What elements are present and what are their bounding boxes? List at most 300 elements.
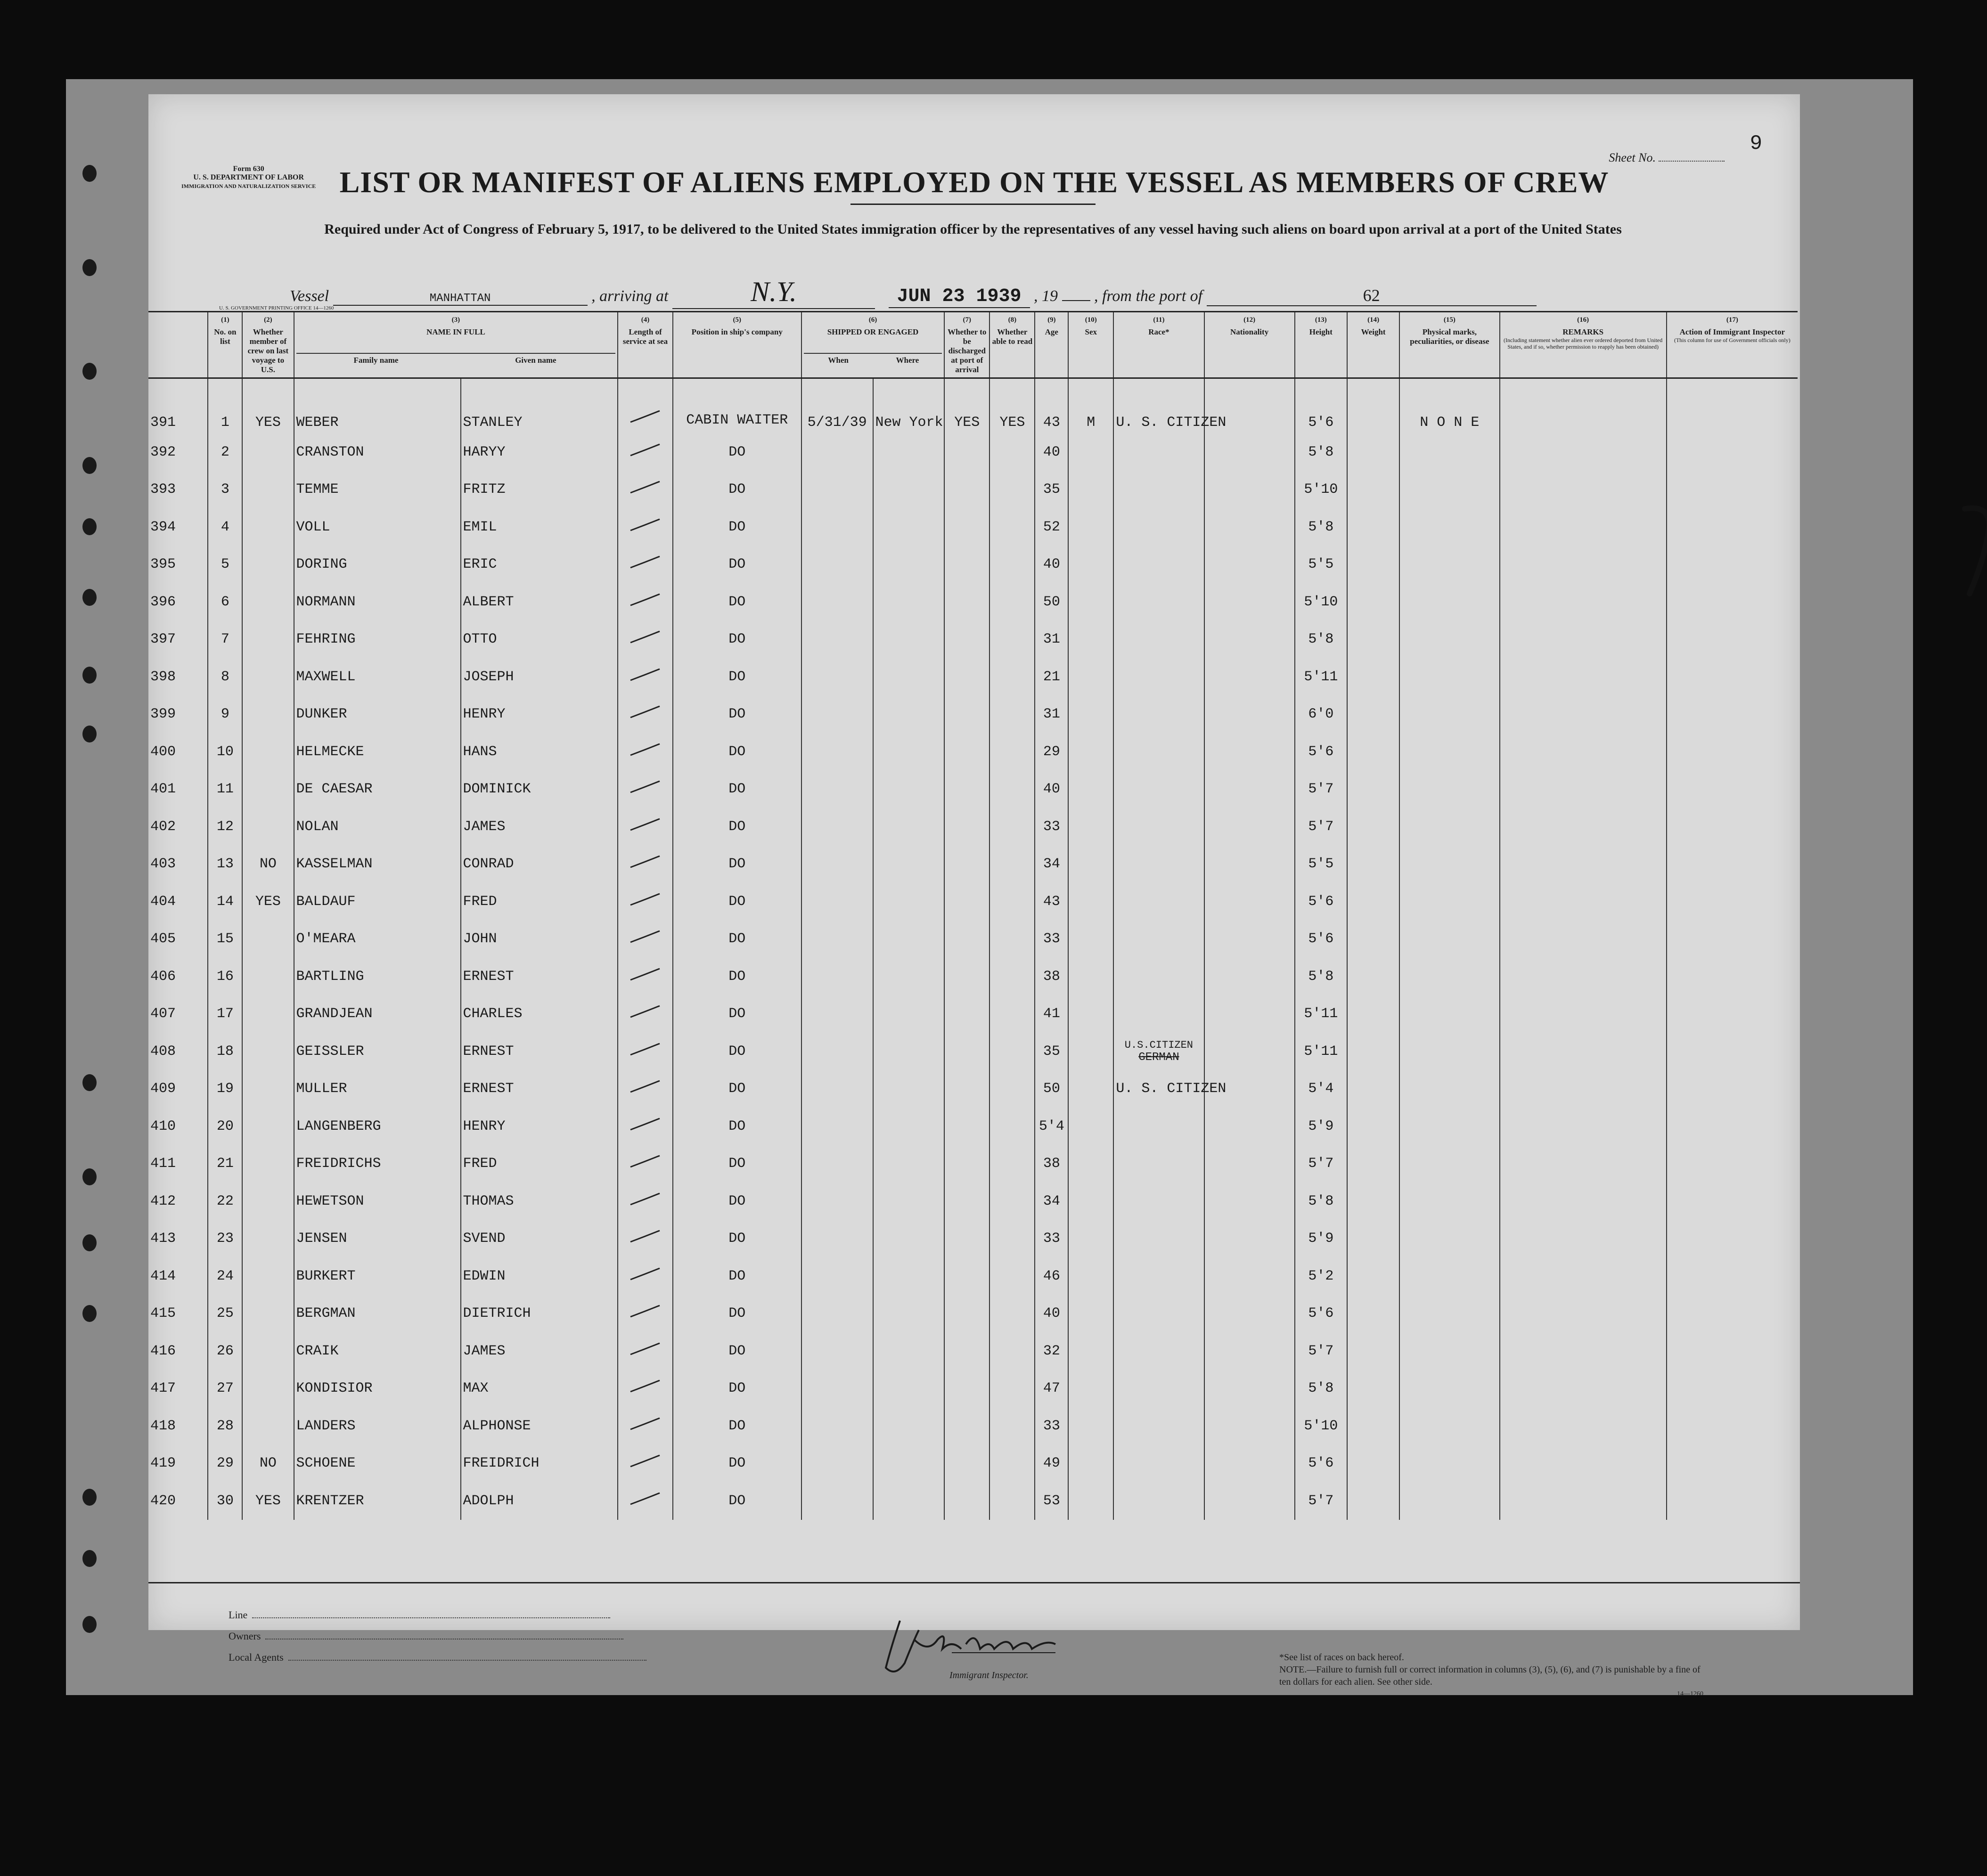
seq-number-cell: 395	[150, 556, 176, 573]
column-header-row	[148, 312, 1798, 378]
weight-cell	[1347, 733, 1399, 771]
family-name-cell: KRENTZER	[294, 1482, 461, 1520]
discharge-cell	[944, 1295, 989, 1333]
physical-marks-cell	[1399, 1482, 1499, 1520]
shipped-where-cell	[873, 1033, 945, 1070]
table-row	[148, 696, 1798, 734]
given-name-cell: HARYY	[461, 433, 618, 471]
height-cell: 5'8	[1295, 1370, 1347, 1408]
discharge-cell	[944, 733, 989, 771]
shipped-when-cell	[801, 1445, 873, 1483]
prior-voyage-cell	[242, 658, 294, 696]
sex-cell	[1068, 958, 1113, 995]
given-name-cell: JAMES	[461, 808, 618, 846]
weight-cell	[1347, 583, 1399, 621]
footer-owners-row	[229, 1630, 623, 1642]
remarks-cell	[1500, 546, 1667, 584]
given-name-cell: DOMINICK	[461, 771, 618, 808]
race-cell	[1113, 846, 1204, 883]
service-length-cell	[618, 958, 672, 995]
shipped-when-cell	[801, 1220, 873, 1258]
able-to-read-cell	[989, 995, 1035, 1033]
race-cell	[1113, 658, 1204, 696]
given-name-cell: ERIC	[461, 546, 618, 584]
physical-marks-cell	[1399, 546, 1499, 584]
discharge-cell	[944, 771, 989, 808]
age-cell: 38	[1035, 958, 1068, 995]
family-name-cell: CRAIK	[294, 1332, 461, 1370]
col-header-11: (11) Race*	[1113, 312, 1204, 378]
shipped-when-cell	[801, 771, 873, 808]
discharge-cell	[944, 846, 989, 883]
height-cell: 5'6	[1295, 378, 1347, 434]
list-number-cell: 12	[208, 808, 242, 846]
age-cell: 43	[1035, 378, 1068, 434]
inspector-action-cell	[1667, 921, 1798, 958]
race-cell	[1113, 1108, 1204, 1145]
shipped-where-cell: New York	[873, 378, 945, 434]
weight-cell	[1347, 1070, 1399, 1108]
age-cell: 33	[1035, 921, 1068, 958]
col-header-14: (14) Weight	[1347, 312, 1399, 378]
service-length-cell	[618, 621, 672, 659]
age-cell: 50	[1035, 583, 1068, 621]
table-row	[148, 1145, 1798, 1183]
seq-number-cell: 407	[150, 1006, 176, 1022]
service-length-cell	[618, 1108, 672, 1145]
age-cell: 46	[1035, 1257, 1068, 1295]
inspector-action-cell	[1667, 1108, 1798, 1145]
race-cell: U. S. CITIZEN	[1113, 378, 1204, 434]
discharge-cell	[944, 1108, 989, 1145]
remarks-cell	[1500, 1482, 1667, 1520]
race-cell	[1113, 546, 1204, 584]
remarks-cell	[1500, 1370, 1667, 1408]
position-cell: DO	[673, 995, 801, 1033]
inspector-signature	[867, 1611, 1065, 1672]
race-cell	[1113, 733, 1204, 771]
seq-number-cell: 400	[150, 743, 176, 760]
list-number-cell: 3	[208, 471, 242, 509]
shipped-where-cell	[873, 958, 945, 995]
page-title: LIST OR MANIFEST OF ALIENS EMPLOYED ON THE VESSEL AS MEMBERS OF CREW	[339, 165, 1609, 199]
height-cell: 5'11	[1295, 995, 1347, 1033]
inspector-action-cell	[1667, 958, 1798, 995]
remarks-cell	[1500, 1445, 1667, 1483]
prior-voyage-cell	[242, 546, 294, 584]
physical-marks-cell	[1399, 1257, 1499, 1295]
sex-cell	[1068, 583, 1113, 621]
print-code: 14—1260	[1677, 1690, 1703, 1697]
remarks-cell	[1500, 1407, 1667, 1445]
race-cell	[1113, 1482, 1204, 1520]
weight-cell	[1347, 1332, 1399, 1370]
shipped-where-cell	[873, 808, 945, 846]
shipped-when-cell: 5/31/39	[801, 378, 873, 434]
position-cell: DO	[673, 1295, 801, 1333]
shipped-where-cell	[873, 846, 945, 883]
seq-number-cell: 405	[150, 931, 176, 947]
inspector-action-cell	[1667, 1257, 1798, 1295]
height-cell: 5'10	[1295, 1407, 1347, 1445]
shipped-when-cell	[801, 1145, 873, 1183]
nationality-cell	[1204, 1257, 1295, 1295]
age-cell: 41	[1035, 995, 1068, 1033]
binder-hole	[82, 589, 97, 606]
nationality-cell	[1204, 1295, 1295, 1333]
given-name-cell: ERNEST	[461, 1033, 618, 1070]
remarks-cell	[1500, 1332, 1667, 1370]
family-name-header: Family name	[353, 356, 399, 365]
race-cell	[1113, 883, 1204, 921]
service-length-cell	[618, 1183, 672, 1220]
voyage-line	[186, 276, 1741, 307]
table-row	[148, 1370, 1798, 1408]
from-label: , from the port of	[1094, 287, 1203, 305]
race-cell	[1113, 1370, 1204, 1408]
page-subtitle: Required under Act of Congress of February 5, 1917, to be delivered to the United States immigration officer by the representatives of any vessel having such aliens on board upon arrival at a port of the United States	[324, 221, 1622, 237]
weight-cell	[1347, 621, 1399, 659]
given-name-cell: THOMAS	[461, 1183, 618, 1220]
height-cell: 5'9	[1295, 1108, 1347, 1145]
inspector-action-cell	[1667, 433, 1798, 471]
race-cell	[1113, 921, 1204, 958]
position-cell: DO	[673, 658, 801, 696]
height-cell: 5'8	[1295, 621, 1347, 659]
table-row	[148, 546, 1798, 584]
discharge-cell	[944, 1370, 989, 1408]
age-cell: 29	[1035, 733, 1068, 771]
age-cell: 40	[1035, 433, 1068, 471]
sex-cell	[1068, 546, 1113, 584]
given-name-header: Given name	[515, 356, 556, 365]
shipped-when-cell	[801, 546, 873, 584]
family-name-cell: HEWETSON	[294, 1183, 461, 1220]
shipped-where-cell	[873, 1220, 945, 1258]
able-to-read-cell: YES	[989, 378, 1035, 434]
race-cell: U. S. CITIZEN	[1113, 1070, 1204, 1108]
title-rule	[850, 204, 1096, 205]
list-number-cell: 18	[208, 1033, 242, 1070]
prior-voyage-cell	[242, 921, 294, 958]
remarks-cell	[1500, 583, 1667, 621]
list-number-cell: 5	[208, 546, 242, 584]
remarks-cell	[1500, 471, 1667, 509]
given-name-cell: JOHN	[461, 921, 618, 958]
weight-cell	[1347, 471, 1399, 509]
given-name-cell: CONRAD	[461, 846, 618, 883]
position-cell: DO	[673, 696, 801, 734]
weight-cell	[1347, 1257, 1399, 1295]
service-length-cell	[618, 1332, 672, 1370]
list-number-cell: 24	[208, 1257, 242, 1295]
nationality-cell	[1204, 733, 1295, 771]
family-name-cell: DORING	[294, 546, 461, 584]
age-cell: 32	[1035, 1332, 1068, 1370]
footer-line-row	[229, 1609, 610, 1621]
shipped-where-cell	[873, 508, 945, 546]
shipped-where-cell	[873, 583, 945, 621]
sex-cell	[1068, 1370, 1113, 1408]
shipped-when-cell	[801, 1332, 873, 1370]
binder-hole	[82, 1305, 97, 1322]
position-cell: DO	[673, 471, 801, 509]
sex-cell	[1068, 733, 1113, 771]
sex-cell	[1068, 508, 1113, 546]
discharge-cell	[944, 958, 989, 995]
height-cell: 5'7	[1295, 1332, 1347, 1370]
list-number-cell: 28	[208, 1407, 242, 1445]
seq-number-cell: 396	[150, 594, 176, 610]
age-cell: 5'4	[1035, 1108, 1068, 1145]
table-row	[148, 1295, 1798, 1333]
shipped-where-cell	[873, 1145, 945, 1183]
position-cell: DO	[673, 1407, 801, 1445]
sex-cell	[1068, 471, 1113, 509]
inspector-action-cell	[1667, 883, 1798, 921]
seq-number-cell: 393	[150, 481, 176, 498]
where-header: Where	[896, 356, 919, 365]
position-cell: DO	[673, 546, 801, 584]
physical-marks-cell	[1399, 1295, 1499, 1333]
service-length-cell	[618, 771, 672, 808]
shipped-where-cell	[873, 1257, 945, 1295]
position-cell: DO	[673, 808, 801, 846]
given-name-cell: JOSEPH	[461, 658, 618, 696]
height-cell: 5'8	[1295, 433, 1347, 471]
shipped-where-cell	[873, 546, 945, 584]
discharge-cell	[944, 433, 989, 471]
discharge-cell	[944, 696, 989, 734]
list-number-cell: 27	[208, 1370, 242, 1408]
physical-marks-cell: N O N E	[1399, 378, 1499, 434]
discharge-cell	[944, 1445, 989, 1483]
weight-cell	[1347, 1370, 1399, 1408]
col-header-6: (6) SHIPPED OR ENGAGED When Where	[801, 312, 944, 378]
table-row	[148, 378, 1798, 434]
position-cell: DO	[673, 1070, 801, 1108]
table-row	[148, 733, 1798, 771]
physical-marks-cell	[1399, 1332, 1499, 1370]
service-length-cell	[618, 1070, 672, 1108]
position-cell: DO	[673, 1183, 801, 1220]
nationality-cell	[1204, 1370, 1295, 1408]
binder-hole	[82, 1550, 97, 1567]
able-to-read-cell	[989, 1332, 1035, 1370]
discharge-cell	[944, 1482, 989, 1520]
race-cell	[1113, 621, 1204, 659]
position-cell: DO	[673, 771, 801, 808]
shipped-when-cell	[801, 921, 873, 958]
service-length-cell	[618, 1482, 672, 1520]
list-number-cell: 1	[208, 378, 242, 434]
shipped-when-cell	[801, 1108, 873, 1145]
position-cell: DO	[673, 958, 801, 995]
footer-rule	[148, 1582, 1800, 1583]
col-header-7: (7) Whether to be discharged at port of arrival	[944, 312, 989, 378]
list-number-cell: 10	[208, 733, 242, 771]
binder-hole	[82, 667, 97, 684]
given-name-cell: FRITZ	[461, 471, 618, 509]
family-name-cell: DE CAESAR	[294, 771, 461, 808]
binder-hole	[82, 518, 97, 535]
sex-cell	[1068, 1295, 1113, 1333]
height-cell: 5'2	[1295, 1257, 1347, 1295]
remarks-cell	[1500, 1108, 1667, 1145]
weight-cell	[1347, 508, 1399, 546]
sheet-number: 9	[1750, 132, 1762, 155]
physical-marks-cell	[1399, 1370, 1499, 1408]
weight-cell	[1347, 921, 1399, 958]
given-name-cell: ALPHONSE	[461, 1407, 618, 1445]
shipped-where-cell	[873, 1295, 945, 1333]
vessel-label: Vessel	[290, 287, 329, 305]
list-number-cell: 14	[208, 883, 242, 921]
inspector-action-cell	[1667, 696, 1798, 734]
binder-hole	[82, 363, 97, 380]
given-name-cell: STANLEY	[461, 378, 618, 434]
shipped-where-cell	[873, 1407, 945, 1445]
race-cell	[1113, 995, 1204, 1033]
remarks-cell	[1500, 883, 1667, 921]
family-name-cell: MAXWELL	[294, 658, 461, 696]
position-cell: DO	[673, 1445, 801, 1483]
col-header-4: (4) Length of service at sea	[618, 312, 672, 378]
able-to-read-cell	[989, 546, 1035, 584]
age-cell: 49	[1035, 1445, 1068, 1483]
seq-number-cell: 417	[150, 1380, 176, 1397]
remarks-cell	[1500, 1257, 1667, 1295]
service-length-cell	[618, 846, 672, 883]
print-office: U. S. GOVERNMENT PRINTING OFFICE 14—1260	[219, 305, 334, 311]
able-to-read-cell	[989, 846, 1035, 883]
position-cell: DO	[673, 846, 801, 883]
sheet-label: Sheet No.	[1609, 151, 1656, 164]
prior-voyage-cell	[242, 733, 294, 771]
sex-cell	[1068, 995, 1113, 1033]
prior-voyage-cell	[242, 1108, 294, 1145]
inspector-action-cell	[1667, 771, 1798, 808]
table-row	[148, 1257, 1798, 1295]
nationality-cell	[1204, 1033, 1295, 1070]
from-port: 62	[1207, 285, 1537, 306]
age-cell: 34	[1035, 1183, 1068, 1220]
shipped-where-cell	[873, 771, 945, 808]
margin-bracket-mark	[1955, 504, 1987, 601]
age-cell: 53	[1035, 1482, 1068, 1520]
seq-number-cell: 411	[150, 1156, 176, 1172]
able-to-read-cell	[989, 1108, 1035, 1145]
remarks-cell	[1500, 921, 1667, 958]
service-length-cell	[618, 1033, 672, 1070]
nationality-cell	[1204, 958, 1295, 995]
service-length-cell	[618, 1370, 672, 1408]
race-cell	[1113, 508, 1204, 546]
position-cell: DO	[673, 583, 801, 621]
physical-marks-cell	[1399, 1220, 1499, 1258]
age-cell: 50	[1035, 1070, 1068, 1108]
inspector-label: Immigrant Inspector.	[949, 1670, 1029, 1680]
race-cell	[1113, 1295, 1204, 1333]
discharge-cell	[944, 1332, 989, 1370]
height-cell: 5'7	[1295, 1482, 1347, 1520]
family-name-cell: GRANDJEAN	[294, 995, 461, 1033]
service-length-cell	[618, 1145, 672, 1183]
year-blank	[1062, 300, 1090, 301]
arriving-label: , arriving at	[591, 287, 669, 305]
inspector-action-cell	[1667, 995, 1798, 1033]
seq-number-cell: 392	[150, 444, 176, 460]
weight-cell	[1347, 808, 1399, 846]
height-cell: 5'8	[1295, 508, 1347, 546]
inspector-action-cell	[1667, 1370, 1798, 1408]
discharge-cell	[944, 808, 989, 846]
year-label: , 19	[1034, 287, 1058, 305]
race-cell	[1113, 1183, 1204, 1220]
shipped-when-cell	[801, 1070, 873, 1108]
nationality-cell	[1204, 1445, 1295, 1483]
shipped-when-cell	[801, 658, 873, 696]
remarks-cell	[1500, 771, 1667, 808]
sex-cell	[1068, 658, 1113, 696]
nationality-cell	[1204, 1332, 1295, 1370]
sex-cell	[1068, 883, 1113, 921]
height-cell: 5'10	[1295, 471, 1347, 509]
family-name-cell: CRANSTON	[294, 433, 461, 471]
remarks-cell	[1500, 846, 1667, 883]
sheet-label-block	[1609, 151, 1725, 165]
service-length-cell	[618, 546, 672, 584]
height-cell: 5'7	[1295, 771, 1347, 808]
service-length-cell	[618, 883, 672, 921]
height-cell: 5'7	[1295, 1145, 1347, 1183]
able-to-read-cell	[989, 471, 1035, 509]
arrival-date-stamp: JUN 23 1939	[889, 286, 1030, 308]
seq-number-cell: 398	[150, 669, 176, 685]
nationality-cell	[1204, 1183, 1295, 1220]
inspector-action-cell	[1667, 471, 1798, 509]
list-number-cell: 16	[208, 958, 242, 995]
given-name-cell: MAX	[461, 1370, 618, 1408]
sex-cell	[1068, 1033, 1113, 1070]
nationality-cell	[1204, 546, 1295, 584]
given-name-cell: FREIDRICH	[461, 1445, 618, 1483]
list-number-cell: 29	[208, 1445, 242, 1483]
inspector-action-cell	[1667, 1220, 1798, 1258]
remarks-cell	[1500, 1183, 1667, 1220]
remarks-cell	[1500, 995, 1667, 1033]
family-name-cell: JENSEN	[294, 1220, 461, 1258]
prior-voyage-cell	[242, 1257, 294, 1295]
prior-voyage-cell	[242, 958, 294, 995]
seq-number-cell: 406	[150, 968, 176, 985]
seq-number-cell: 413	[150, 1231, 176, 1247]
service-length-cell	[618, 508, 672, 546]
family-name-cell: TEMME	[294, 471, 461, 509]
weight-cell	[1347, 995, 1399, 1033]
shipped-where-cell	[873, 733, 945, 771]
nationality-cell	[1204, 621, 1295, 659]
nationality-cell	[1204, 771, 1295, 808]
race-cell	[1113, 808, 1204, 846]
family-name-cell: DUNKER	[294, 696, 461, 734]
physical-marks-cell	[1399, 1033, 1499, 1070]
physical-marks-cell	[1399, 433, 1499, 471]
inspector-action-cell	[1667, 1482, 1798, 1520]
sex-cell	[1068, 433, 1113, 471]
inspector-action-cell	[1667, 1183, 1798, 1220]
seq-number-cell: 416	[150, 1343, 176, 1359]
